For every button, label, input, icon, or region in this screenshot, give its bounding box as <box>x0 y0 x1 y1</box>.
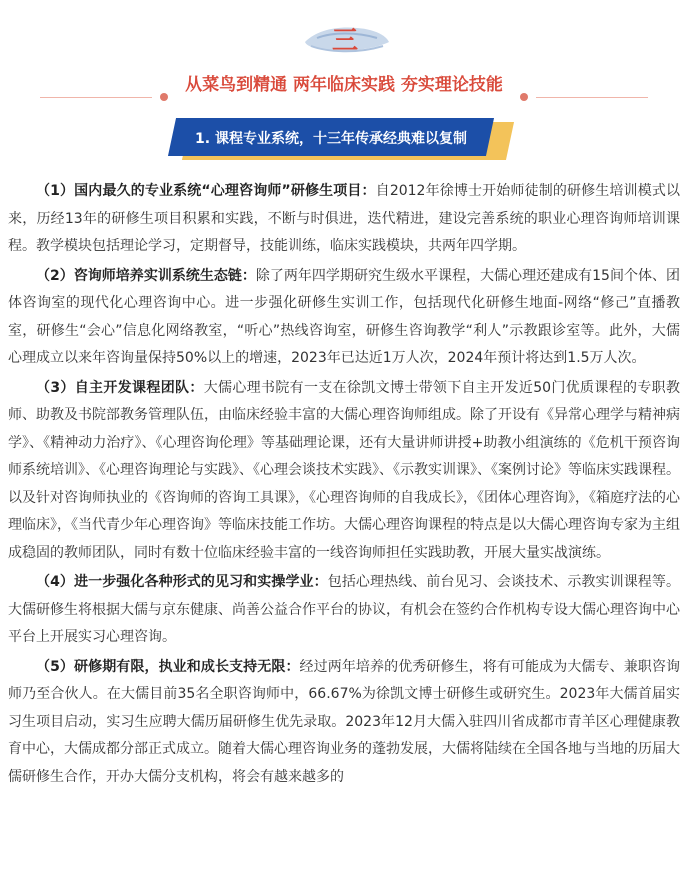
paragraph-lead: （1）国内最久的专业系统“心理咨询师”研修生项目： <box>36 183 376 199</box>
article-body <box>8 178 680 793</box>
section-title: 从菜鸟到精通 两年临床实践 夯实理论技能 <box>185 75 503 95</box>
section-number-badge <box>297 12 393 62</box>
paragraph-text: 除了两年四学期研究生级水平课程，大儒心理还建成有15间个体、团体咨询室的现代化心理咨询中心。进一步强化研修生实训工作，包括现代化研修生地面-网络“修己”直播教室，研修生“会心”信息化网络教室，“听心”热线咨询室，研修生咨询教学“利人”示教跟诊室等。此外，大儒心理成立以来年咨询量保持50%以上的增速，2023年已达近1万人次，2024年预计将达到1.5万人次。 <box>8 267 680 366</box>
paragraph-text: 大儒心理书院有一支在徐凯文博士带领下自主开发近50门优质课程的专职教师、助教及书院部教务管理队伍，由临床经验丰富的大儒心理咨询师组成。除了开设有《异常心理学与精神病学》、《精神动力治疗》、《心理咨询伦理》等基础理论课，还有大量讲师讲授+助教小组演练的《危机干预咨询师系统培训》、《心理咨询理论与实践》、《心理会谈技术实践》、《示教实训课》、《案例讨论》等临床实践课程。以及针对咨询师执业的《咨询师的咨询工具课》，《心理咨询师的自我成长》，《团体心理咨询》，《箱庭疗法的心理临床》，《当代青少年心理咨询》等临床技能工作坊。大儒心理咨询课程的特点是以大儒心理咨询专家为主组成稳固的教师团队，同时有数十位临床经验丰富的一线咨询师担任实践助教，开展大量实战演练。 <box>8 379 680 561</box>
paragraph-lead: （3）自主开发课程团队： <box>36 379 204 396</box>
paragraph-text: 自2012年徐博士开始师徒制的研修生培训模式以来，历经13年的研修生项目积累和实践，不断与时俱进，迭代精进，建设完善系统的职业心理咨询师培训课程。教学模块包括理论学习，定期督导，技能训练，临床实践模块，共两年四学期。 <box>8 183 680 254</box>
subtitle-banner <box>172 116 512 164</box>
paragraph-3 <box>8 375 680 568</box>
section-header <box>0 0 688 175</box>
paragraph-lead: （2）咨询师培养实训系统生态链： <box>36 267 256 284</box>
paragraph-text: 经过两年培养的优秀研修生，将有可能成为大儒专、兼职咨询师乃至合伙人。在大儒目前35名全职咨询师中，66.67%为徐凯文博士研修生或研究生。2023年大儒首届实习生项目启动，实习生应聘大儒历届研修生优先录取。2023年12月大儒入驻四川省成都市青羊区心理健康教育中心，大儒成都分部正式成立。随着大儒心理咨询业务的蓬勃发展，大儒将陆续在全国各地与当地的历届大儒研修生合作，开办大儒分支机构，将会有越来越多的 <box>8 658 681 785</box>
section-number: 三 <box>331 26 358 56</box>
paragraph-5 <box>8 654 680 792</box>
title-dot-right-icon <box>520 93 528 101</box>
paragraph-2 <box>8 263 680 373</box>
paragraph-lead: （5）研修期有限，执业和成长支持无限： <box>36 658 300 675</box>
paragraph-1 <box>8 178 680 261</box>
title-divider-right <box>536 97 648 98</box>
paragraph-lead: （4）进一步强化各种形式的见习和实操学业： <box>36 574 328 590</box>
paragraph-4 <box>8 569 680 652</box>
title-divider-left <box>40 97 152 98</box>
paragraph-text: 包括心理热线、前台见习、会谈技术、示教实训课程等。大儒研修生将根据大儒与京东健康、尚善公益合作平台的协议，有机会在签约合作机构专设大儒心理咨询中心平台上开展实习心理咨询。 <box>8 574 680 645</box>
banner-text: 1. 课程专业系统，十三年传承经典难以复制 <box>195 131 467 147</box>
